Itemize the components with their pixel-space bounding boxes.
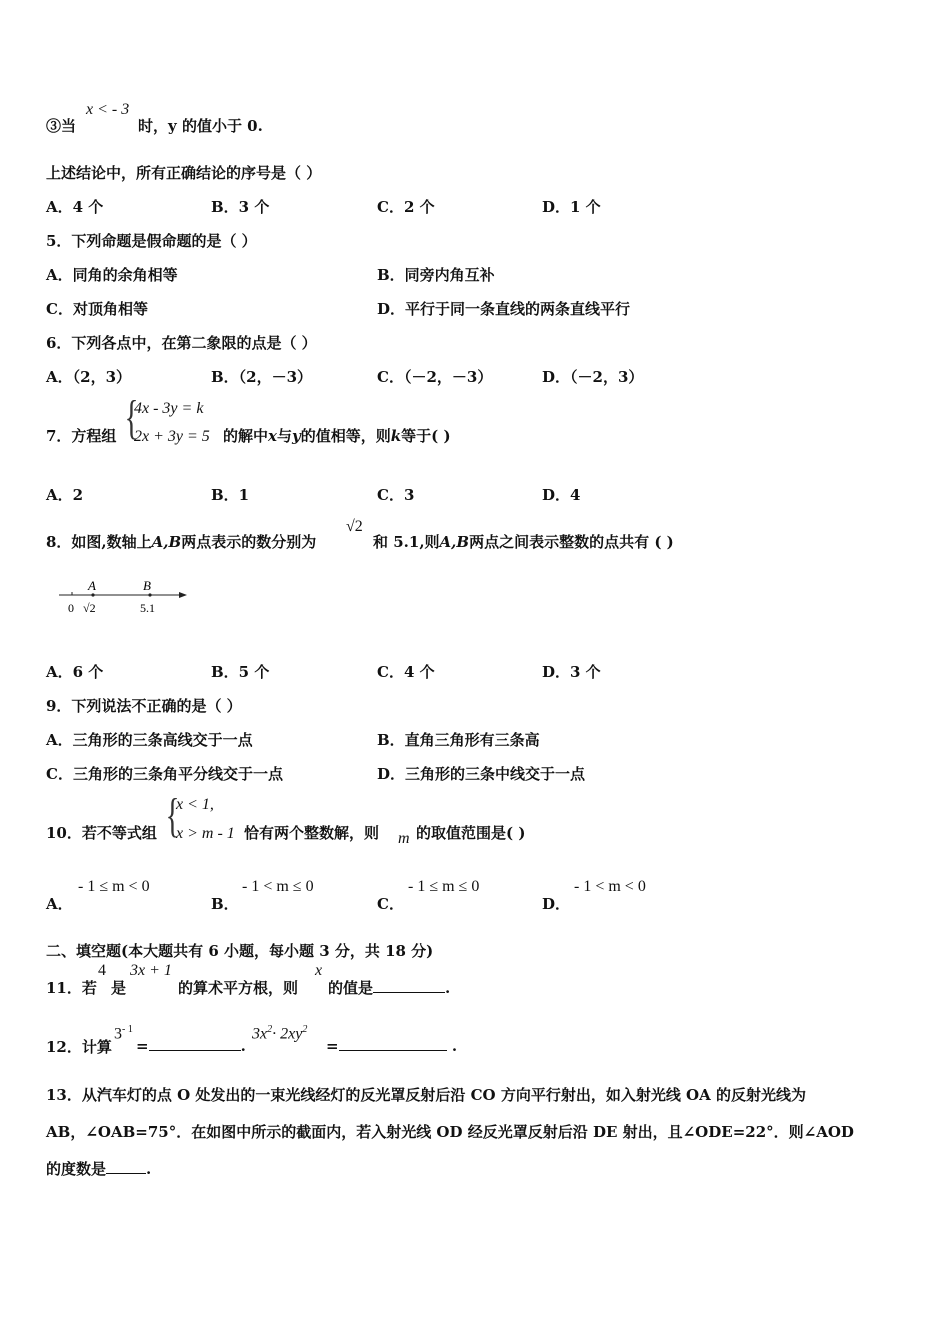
q7-tail: 的解中x与y的值相等，则k等于( ): [223, 427, 451, 445]
q13-answer-blank[interactable]: [106, 1159, 146, 1174]
q10-option-c-expr: - 1 ≤ m ≤ 0: [408, 878, 480, 895]
q9-option-a[interactable]: A．三角形的三条高线交于一点: [46, 731, 253, 749]
q4-stem: 上述结论中，所有正确结论的序号是（ ）: [46, 164, 322, 182]
q6-option-a[interactable]: A．（2，3）: [46, 368, 132, 386]
q11-expr: 3x + 1: [130, 962, 172, 979]
q10-option-d-expr: - 1 < m < 0: [574, 878, 646, 895]
q4-option-b[interactable]: B．3 个: [211, 198, 270, 216]
q12-answer-blank-1[interactable]: [149, 1036, 241, 1051]
q7-option-a[interactable]: A．2: [46, 486, 84, 504]
q4-option-c[interactable]: C．2 个: [377, 198, 435, 216]
q10-mid: 恰有两个整数解，则: [244, 824, 380, 842]
q12-first-answer: = .: [136, 1037, 246, 1055]
q5-option-d[interactable]: D．平行于同一条直线的两条直线平行: [377, 300, 631, 318]
q11-mid: 的算术平方根，则: [178, 979, 299, 997]
tick-label-zero: 0: [68, 601, 74, 615]
point-a: [91, 593, 94, 596]
q10-inequality-2: x > m - 1: [176, 825, 235, 842]
q9-option-b[interactable]: B．直角三角形有三条高: [377, 731, 540, 749]
q11-four: 4: [98, 962, 106, 979]
q12-product-expr: $3x^2\cdot 2xy^2$: [252, 1024, 308, 1043]
q8-option-a[interactable]: A．6 个: [46, 663, 104, 681]
q8-option-b[interactable]: B．5 个: [211, 663, 270, 681]
q7-equation-2: 2x + 3y = 5: [134, 428, 210, 445]
q12-answer-blank-2[interactable]: [339, 1036, 447, 1051]
q10-brace: {: [165, 789, 180, 842]
q6-option-d[interactable]: D．（－2，3）: [542, 368, 644, 386]
q8-option-c[interactable]: C．4 个: [377, 663, 435, 681]
q9-option-c[interactable]: C．三角形的三条角平分线交于一点: [46, 765, 283, 783]
q7-equation-1: 4x - 3y = k: [134, 400, 204, 417]
q8-sqrt2: √2: [346, 518, 363, 535]
q7-option-d[interactable]: D．4: [542, 486, 581, 504]
q7-lead: 7．方程组: [46, 427, 117, 445]
q6-option-c[interactable]: C．（－2，－3）: [377, 368, 493, 386]
q12-second-answer: = .: [326, 1037, 458, 1055]
q4-condition-suffix: 时，y 的值小于 0.: [138, 117, 263, 135]
q7-brace: {: [124, 391, 139, 444]
point-b: [148, 593, 151, 596]
q4-option-a[interactable]: A．4 个: [46, 198, 104, 216]
q10-option-a[interactable]: A．: [46, 895, 73, 913]
section-2-heading: 二、填空题(本大题共有 6 小题，每小题 3 分，共 18 分): [46, 942, 434, 960]
q4-option-d[interactable]: D．1 个: [542, 198, 601, 216]
q11-is: 是: [111, 979, 127, 997]
q5-stem: 5．下列命题是假命题的是（ ）: [46, 232, 257, 250]
q8-stem-tail: 和 5.1,则A,B两点之间表示整数的点共有 ( ): [373, 533, 674, 551]
q12-lead: 12．计算: [46, 1038, 112, 1056]
q7-option-b[interactable]: B．1: [211, 486, 250, 504]
circled-number: ③: [46, 117, 62, 135]
q10-option-c[interactable]: C．: [377, 895, 404, 913]
q10-option-d[interactable]: D．: [542, 895, 571, 913]
q4-condition-line: ③当: [46, 117, 77, 135]
q12-power: $3^{- 1}$: [114, 1024, 133, 1043]
q10-option-a-expr: - 1 ≤ m < 0: [78, 878, 150, 895]
number-line-figure: [55, 572, 195, 622]
q10-inequality-1: x < 1,: [176, 796, 214, 813]
q10-lead: 10．若不等式组: [46, 824, 157, 842]
q6-stem: 6．下列各点中，在第二象限的点是（ ）: [46, 334, 317, 352]
tick-label-5-1: 5.1: [140, 601, 155, 615]
q8-option-d[interactable]: D．3 个: [542, 663, 601, 681]
q13-line-1: 13．从汽车灯的点 O 处发出的一束光线经灯的反光罩反射后沿 CO 方向平行射出，如入射光线 OA 的反射光线为: [46, 1086, 806, 1104]
q11-lead: 11．若: [46, 979, 97, 997]
q5-option-a[interactable]: A．同角的余角相等: [46, 266, 178, 284]
q10-variable-m: m: [398, 830, 410, 847]
q11-tail: 的值是 .: [328, 979, 451, 997]
q4-condition-expr: x < - 3: [86, 101, 130, 118]
label-a: A: [88, 578, 96, 593]
label-b: B: [143, 578, 151, 593]
q9-stem: 9．下列说法不正确的是（ ）: [46, 697, 242, 715]
q8-stem: 8．如图,数轴上A,B两点表示的数分别为: [46, 533, 317, 551]
q11-answer-blank[interactable]: [373, 978, 445, 993]
q13-line-3: 的度数是 .: [46, 1160, 152, 1178]
q11-variable-x: x: [315, 962, 323, 979]
q5-option-b[interactable]: B．同旁内角互补: [377, 266, 495, 284]
q10-tail: 的取值范围是( ): [416, 824, 526, 842]
q10-option-b-expr: - 1 < m ≤ 0: [242, 878, 314, 895]
q10-option-b[interactable]: B．: [211, 895, 239, 913]
q7-option-c[interactable]: C．3: [377, 486, 415, 504]
number-line-arrow: [179, 592, 187, 598]
q5-option-c[interactable]: C．对顶角相等: [46, 300, 148, 318]
q9-option-d[interactable]: D．三角形的三条中线交于一点: [377, 765, 586, 783]
q6-option-b[interactable]: B．（2，－3）: [211, 368, 313, 386]
tick-label-sqrt2: √2: [83, 601, 96, 615]
q13-line-2: AB，∠OAB=75°．在如图中所示的截面内，若入射光线 OD 经反光罩反射后沿 DE 射出，且∠ODE=22°．则∠AOD: [46, 1123, 854, 1141]
